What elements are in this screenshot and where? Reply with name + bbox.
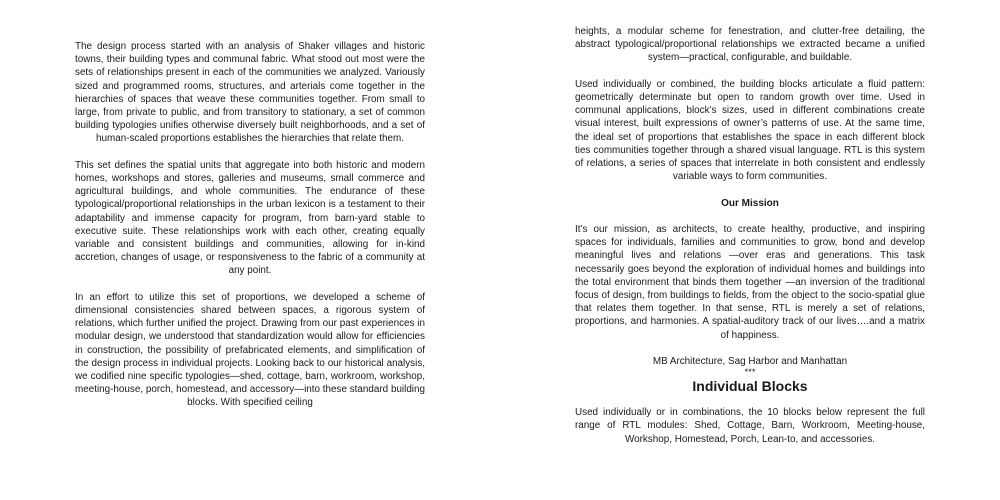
section-separator: ***	[744, 367, 756, 379]
body-paragraph: Used individually or combined, the building blocks articulate a fluid pattern: geometrically determinate but open to random growth over time. Used in communal applications, block’s sizes, used in different combinations create visual interest, built expressions of owner’s patterns of use. At the same time, the ideal set of proportions that establishes the space in each different block ties communities together through a shared visual language. RTL is this system of relations, a series of spaces that interrelate in both consistent and endlessly variable ways to form communities.	[575, 78, 925, 183]
body-paragraph: heights, a modular scheme for fenestration, and clutter-free detailing, the abstract typological/proportional relationships we extracted became a unified system—practical, configurable, and buildable.	[575, 26, 925, 64]
mission-paragraph: It’s our mission, as architects, to create healthy, productive, and inspiring spaces for individuals, families and communities to grow, bond and develop meaningful lives and relations —over eras and generations. This task necessarily goes beyond the exploration of individual homes and buildings into the total environment that binds them together —an inversion of the traditional focus of design, from buildings to fields, from the object to the socio-spatial glue that relates them together. In that sense, RTL is merely a set of relations, proportions, and harmonies. A spatial-auditory track of our lives….and a matrix of happiness.	[575, 224, 925, 341]
blocks-paragraph: Used individually or in combinations, the 10 blocks below represent the full range of RTL modules: Shed, Cottage, Barn, Workroom, Meeting-house, Workshop, Homestead, Porch, Lean-to, and accessories.	[575, 407, 925, 445]
body-paragraph: This set defines the spatial units that aggregate into both historic and modern homes, workshops and stores, galleries and museums, small commerce and agricultural buildings, and whole communities. The endurance of these typological/proportional relationships in the urban lexicon is a testament to their adaptability and immense capacity for program, from barn-yard stable to executive suite. These relationships work with each other, creating equally variable and consistent buildings and communities, allowing for in-kind accretion, changes of usage, or responsiveness to the fabric of a community at any point.	[75, 159, 425, 277]
credit-line: MB Architecture, Sag Harbor and Manhattan	[652, 356, 848, 368]
right-text-column	[575, 25, 925, 446]
left-text-column	[75, 40, 425, 423]
right-page	[500, 0, 1000, 500]
mission-heading: Our Mission	[721, 197, 779, 209]
body-paragraph: The design process started with an analysis of Shaker villages and historic towns, their building types and communal fabric. What stood out most were the sets of relationships present in each of the communities we analyzed. Variously sized and programmed rooms, structures, and arterials come together in the hierarchies of spaces that weave these communities together. From small to large, from private to public, and from transitory to stationary, a set of common building typologies unifies otherwise diversely built neighborhoods, and a set of human-scaled proportions establishes the hierarchies that relate them.	[75, 41, 425, 145]
blocks-heading: Individual Blocks	[692, 378, 808, 395]
body-paragraph: In an effort to utilize this set of proportions, we developed a scheme of dimensional consistencies shared between spaces, a rigorous system of relations, which further unified the project. Drawing from our past experiences in modular design, we understood that standardization would allow for efficiencies in construction, the possibility of prefabricated elements, and simplification of the design process in individual projects. Looking back to our historical analysis, we codified nine specific typologies—shed, cottage, barn, workroom, workshop, meeting-house, porch, homestead, and accessory—into these standard building blocks. With specified ceiling	[75, 291, 425, 409]
